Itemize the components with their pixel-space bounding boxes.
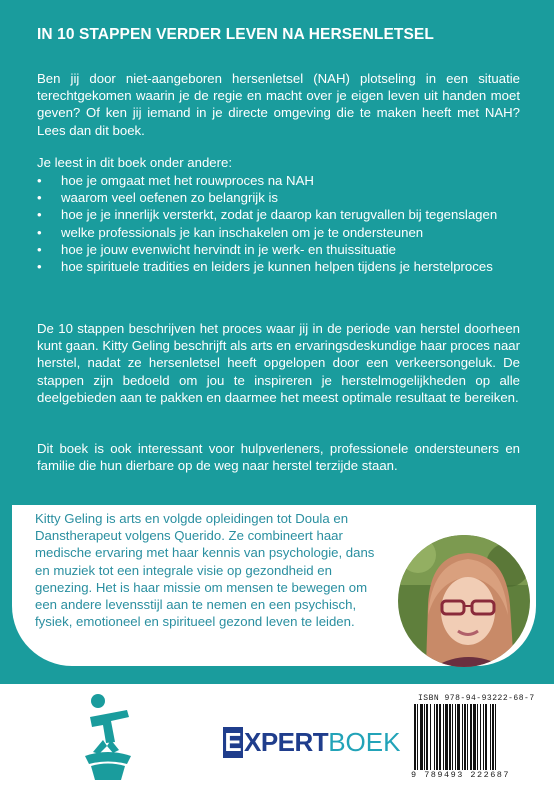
barcode-bar	[457, 704, 460, 770]
barcode-bar	[426, 704, 428, 770]
barcode-bar	[424, 704, 425, 770]
barcode-bar	[455, 704, 456, 770]
barcode-bar	[470, 704, 472, 770]
intro-paragraph: Ben jij door niet-aangeboren hersenletsel (NAH) plotseling in een situatie terechtgekomen waarin je de regie en macht over je eigen leven uit handen moet geven? Of ken jij iemand in je directe omgeving die te maken heeft met NAH? Lees dan dit boek.	[37, 71, 520, 138]
barcode-bar	[430, 704, 431, 770]
barcode-bar	[443, 704, 444, 770]
barcode-bar	[477, 704, 478, 770]
author-bio: Kitty Geling is arts en volgde opleidingen tot Doula en Danstherapeut volgens Querido. Ze combineert haar medische ervaring met haar kennis van psychologie, dans en muziek tot een integrale visie op gezondheid en genezing. Het is haar missie om mensen te bewegen om een andere levensstijl aan te nemen en een psychisch, fysiek, emotioneel en spiritueel gezond leven te leiden.	[35, 511, 375, 630]
barcode-bar	[414, 704, 416, 770]
book-title: IN 10 STAPPEN VERDER LEVEN NA HERSENLETSEL	[37, 26, 434, 43]
list-item: • waarom veel oefenen zo belangrijk is	[37, 190, 278, 206]
barcode-bar	[467, 704, 468, 770]
balance-figure-icon	[83, 690, 133, 782]
barcode-number: 9 789493 222687	[411, 770, 511, 780]
barcode-bar	[483, 704, 484, 770]
publisher-logo	[223, 722, 400, 762]
publisher-logo-e: E	[224, 726, 242, 757]
barcode-bar	[417, 704, 418, 770]
barcode-bar	[464, 704, 466, 770]
barcode-bar	[462, 704, 463, 770]
isbn-label: ISBN 978-94-93222-68-7	[418, 694, 535, 703]
audience-paragraph: Dit boek is ook interessant voor hulpverleners, professionele ondersteuners en familie die hun dierbare op de weg naar herstel terzijde staan.	[37, 441, 520, 474]
publisher-logo-boek: BOEK	[328, 726, 401, 757]
topics-list	[37, 172, 520, 275]
bullet-icon: •	[37, 190, 42, 206]
barcode-bar	[473, 704, 476, 770]
barcode-bar	[452, 704, 453, 770]
bullet-icon: •	[37, 224, 42, 240]
bullet-icon: •	[37, 173, 42, 188]
barcode-bar	[436, 704, 438, 770]
barcode-bar	[434, 704, 435, 770]
list-item: • hoe je jouw evenwicht hervindt in je werk- en thuissituatie	[37, 241, 396, 257]
list-item: • hoe je je innerlijk versterkt, zodat je daarop kan terugvallen bij tegenslagen	[37, 207, 498, 223]
bullet-icon: •	[37, 241, 42, 257]
bullet-icon: •	[37, 207, 42, 223]
publisher-logo-expert: XPERT	[244, 726, 329, 757]
barcode-bar	[480, 704, 481, 770]
list-item: • hoe je omgaat met het rouwproces na NAH	[37, 173, 314, 188]
list-intro: Je leest in dit boek onder andere:	[37, 155, 233, 170]
bullet-icon: •	[37, 259, 42, 275]
author-photo	[398, 535, 530, 667]
barcode-bar	[420, 704, 423, 770]
barcode-bar	[495, 704, 496, 770]
barcode-bar	[449, 704, 451, 770]
steps-paragraph: De 10 stappen beschrijven het proces waar jij in de periode van herstel doorheen kunt gaan. Kitty Geling beschrijft als arts en ervaringsdeskundige haar proces naar herstel, nadat ze hersenletsel heeft opgelopen door een verkeersongeluk. De stappen zijn bedoeld om jou te inspireren je herstelmogelijkheden op alle deelgebieden aan te pakken en daarmee het meest optimale resultaat te bereiken.	[37, 321, 520, 405]
barcode-bar	[492, 704, 494, 770]
barcode-bar	[445, 704, 448, 770]
list-item: • welke professionals je kan inschakelen om je te ondersteunen	[37, 224, 424, 240]
list-item: • hoe spirituele tradities en leiders je kunnen helpen tijdens je herstelproces	[37, 259, 493, 275]
barcode-bar	[439, 704, 441, 770]
barcode-bar	[485, 704, 487, 770]
barcode-bar	[490, 704, 491, 770]
